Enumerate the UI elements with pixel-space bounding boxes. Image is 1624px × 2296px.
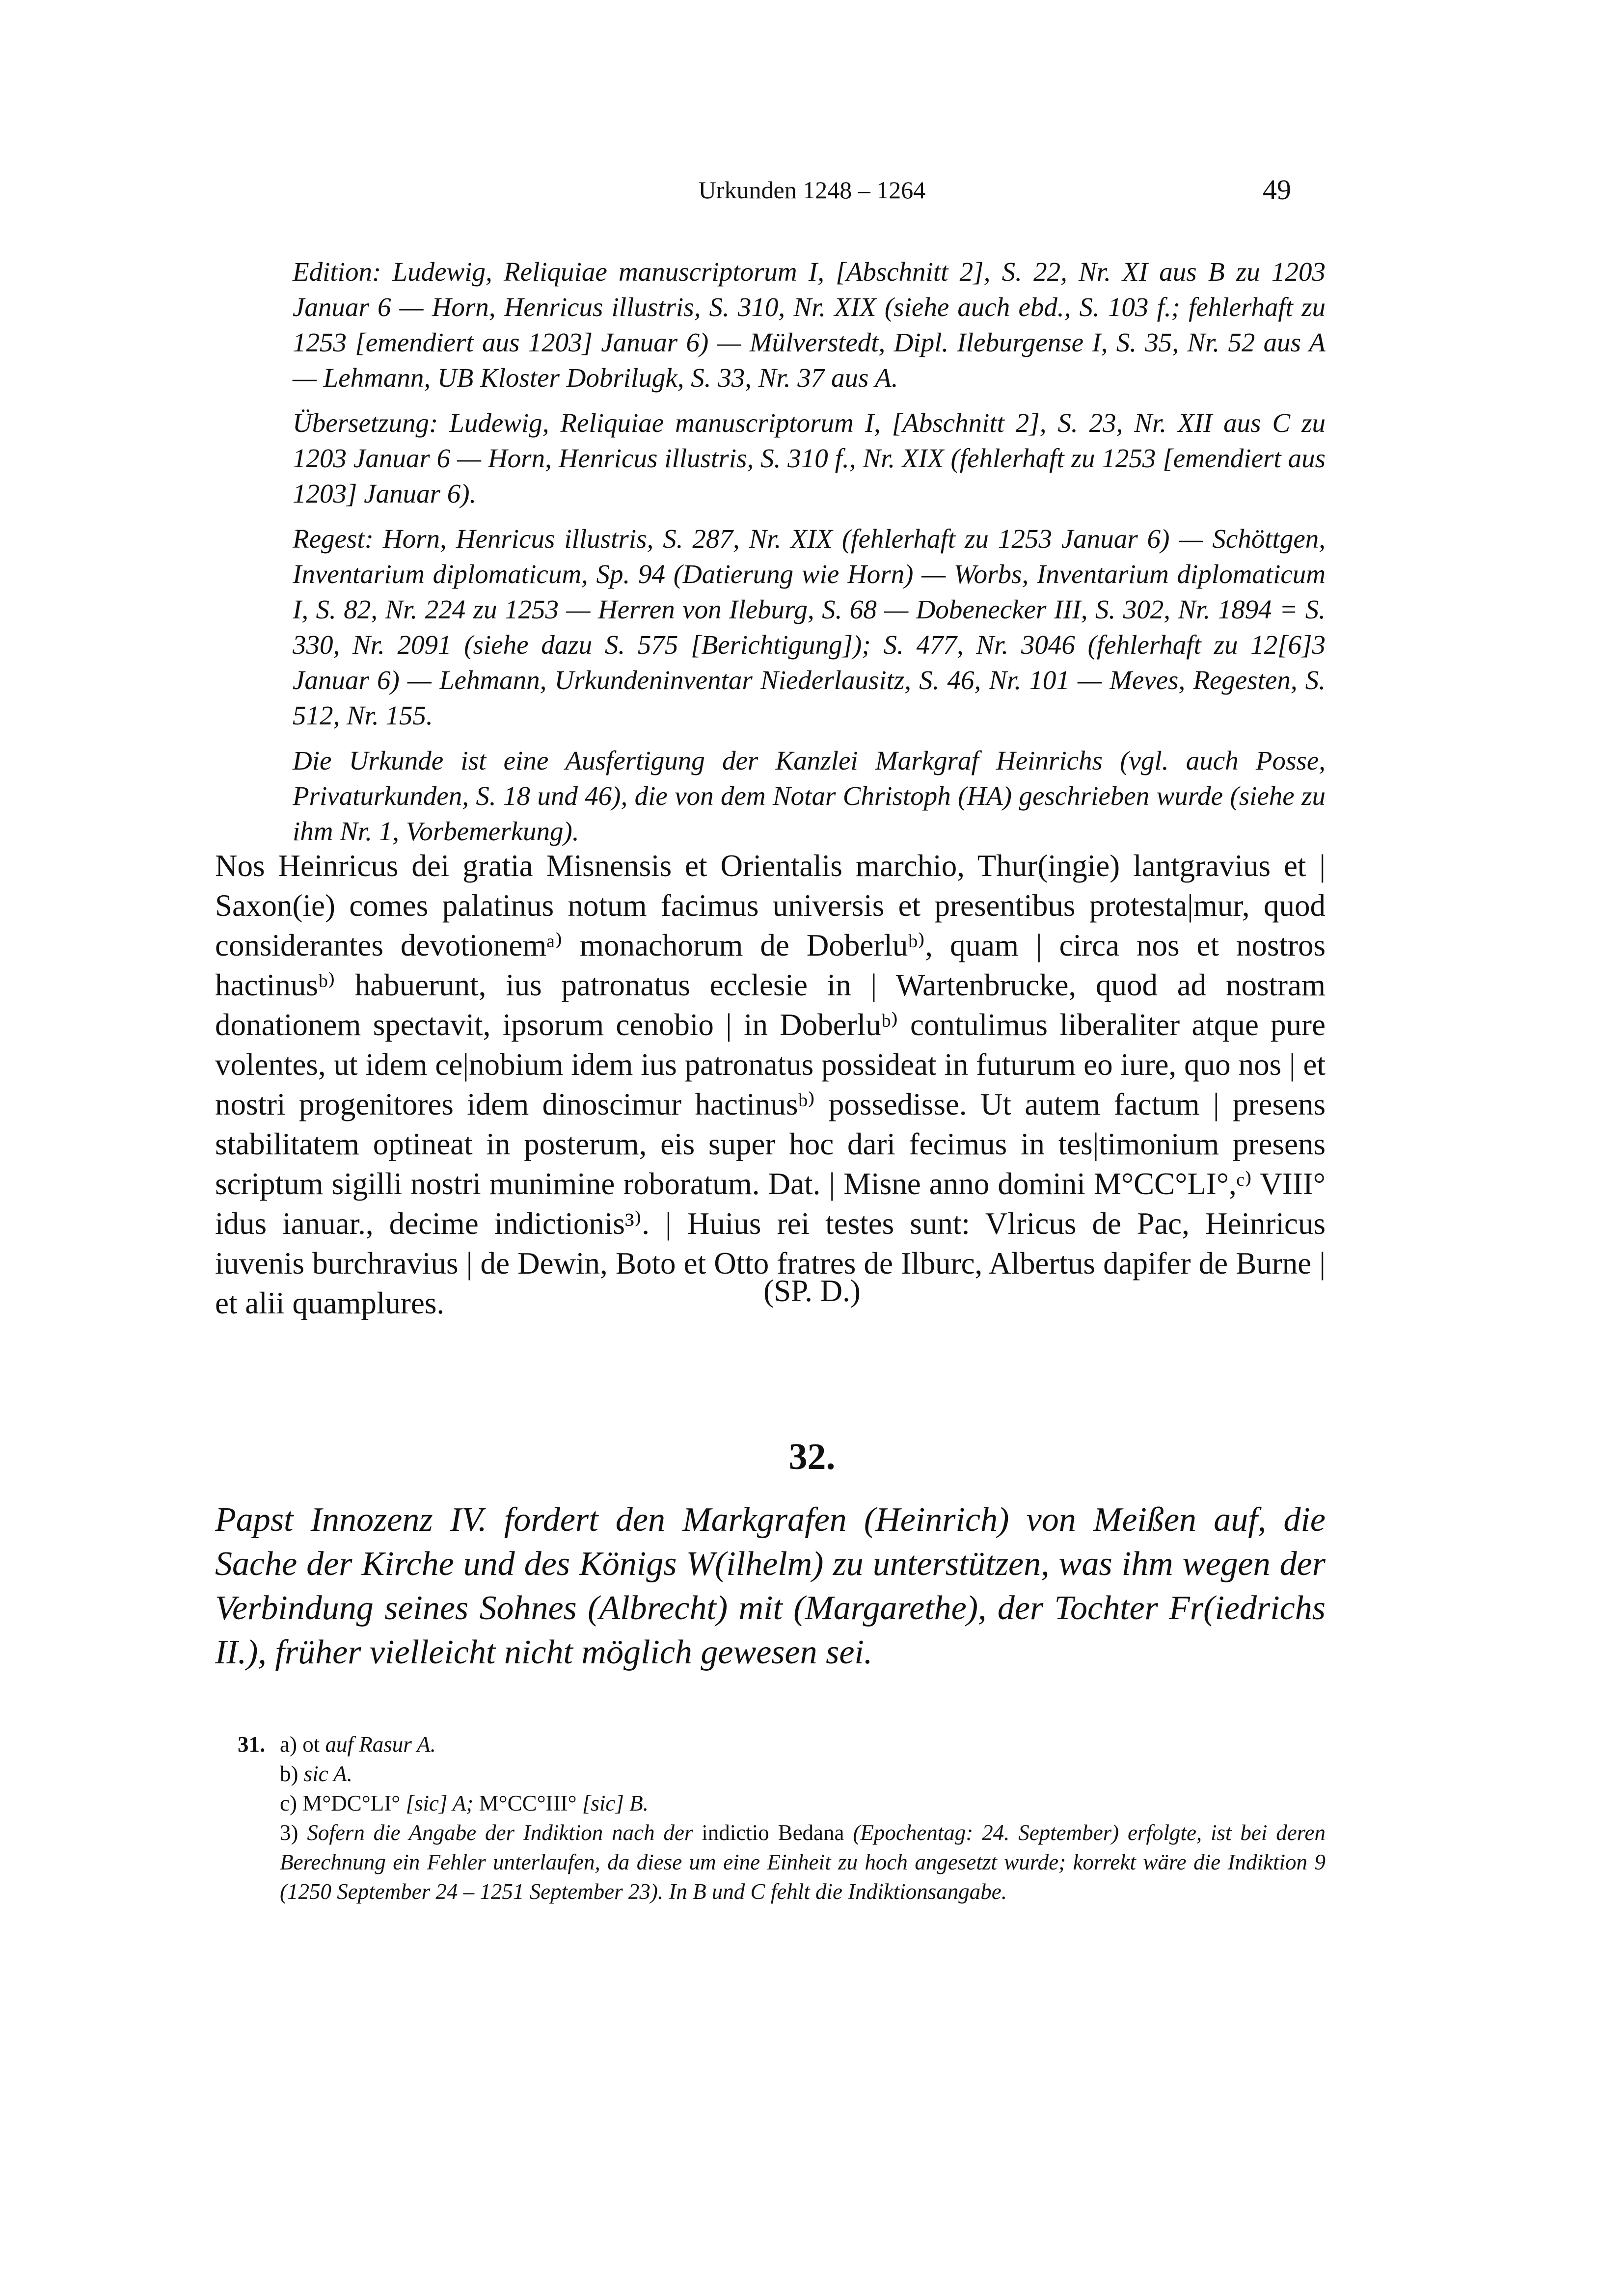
footnote-3-text-2: (Epochentag: 24. September) erfolgte, ist bei deren Berechnung ein Fehler unterlaufen, da diese um eine Einheit zu hoch angesetzt wurde; korrekt wäre die Indiktion 9 (1250 September 24 – 1251 September 23). In B und C fehlt die Indiktionsangabe.	[280, 1820, 1326, 1904]
running-head-title: Urkunden 1248 – 1264	[698, 176, 926, 204]
remark-note: Die Urkunde ist eine Ausfertigung der Kanzlei Markgraf Heinrichs (vgl. auch Posse, Privaturkunden, S. 18 und 46), die von dem Notar Christoph (HA) geschrieben wurde (siehe zu ihm Nr. 1, Vorbemerkung).	[293, 746, 1326, 846]
footnote-c-sic-b: [sic] B.	[582, 1791, 649, 1815]
footnote-list	[280, 1730, 1326, 1906]
regest-note: Regest: Horn, Henricus illustris, S. 287, Nr. XIX (fehlerhaft zu 1253 Januar 6) — Schöttgen, Inventarium diplomaticum, Sp. 94 (Datierung wie Horn) — Worbs, Inventarium diplomaticum I, S. 82, Nr. 224 zu 1253 — Herren von Ileburg, S. 68 — Dobenecker III, S. 302, Nr. 1894 = S. 330, Nr. 2091 (siehe dazu S. 575 [Berichtigung]); S. 477, Nr. 3046 (fehlerhaft zu 12[6]3 Januar 6) — Lehmann, Urkundeninventar Niederlausitz, S. 46, Nr. 101 — Meves, Regesten, S. 512, Nr. 155.	[293, 524, 1326, 730]
footnote-b-text: sic A.	[303, 1762, 352, 1786]
footnote-3-term: indictio Bedana	[693, 1820, 853, 1845]
preliminary-notes	[293, 254, 1326, 859]
footnote-b-label: b)	[280, 1762, 304, 1786]
footnote-a	[280, 1730, 1326, 1759]
seal-note: (SP. D.)	[763, 1274, 861, 1308]
footnote-b	[280, 1759, 1326, 1789]
running-head	[0, 173, 1624, 207]
footnotes	[238, 1730, 1326, 1906]
footnote-c-variant: M°CC°III°	[473, 1791, 582, 1815]
charter-paragraph: Nos Heinricus dei gratia Misnensis et Orientalis marchio, Thur(ingie) lantgravius et | Saxon(ie) comes palatinus notum facimus universis et presentibus protesta|mur, quod considerantes devotionemᵃ⁾ monachorum de Doberluᵇ⁾, quam | circa nos et nostros hactinusᵇ⁾ habuerunt, ius patronatus ecclesie in | Wartenbrucke, quod ad nostram donationem spectavit, ipsorum cenobio | in Doberluᵇ⁾ contulimus liberaliter atque pure volentes, ut idem ce|nobium idem ius patronatus possideat in futurum eo iure, quo nos | et nostri progenitores idem dinoscimur hactinusᵇ⁾ possedisse. Ut autem factum | presens stabilitatem optineat in posterum, eis super hoc dari fecimus in tes|timonium presens scriptum sigilli nostri munimine roboratum. Dat. | Misne anno domini M°CC°LI°,ᶜ⁾ VIII° idus ianuar., decime indictionis³⁾. | Huius rei testes sunt: Vlricus de Pac, Heinricus iuvenis burchravius | de Dewin, Boto et Otto fratres de Ilburc, Albertus dapifer de Burne | et alii quamplures.	[215, 849, 1326, 1320]
footnote-c-sic-a: [sic] A;	[406, 1791, 474, 1815]
document-regest	[215, 1498, 1326, 1675]
edition-note: Edition: Ludewig, Reliquiae manuscriptorum I, [Abschnitt 2], S. 22, Nr. XI aus B zu 1203 Januar 6 — Horn, Henricus illustris, S. 310, Nr. XIX (siehe auch ebd., S. 103 f.; fehlerhaft zu 1253 [emendiert aus 1203] Januar 6) — Mülverstedt, Dipl. Ileburgense I, S. 35, Nr. 52 aus A — Lehmann, UB Kloster Dobrilugk, S. 33, Nr. 37 aus A.	[293, 257, 1326, 393]
footnote-c	[280, 1789, 1326, 1818]
page-number: 49	[1263, 174, 1291, 206]
footnote-a-text: auf Rasur A.	[325, 1732, 436, 1757]
footnote-a-label: a) ot	[280, 1732, 325, 1757]
footnote-c-label: c) M°DC°LI°	[280, 1791, 406, 1815]
footnote-3	[280, 1818, 1326, 1906]
translation-note: Übersetzung: Ludewig, Reliquiae manuscriptorum I, [Abschnitt 2], S. 23, Nr. XII aus C zu 1203 Januar 6 — Horn, Henricus illustris, S. 310 f., Nr. XIX (fehlerhaft zu 1253 [emendiert aus 1203] Januar 6).	[293, 408, 1326, 508]
charter-text	[215, 846, 1326, 1323]
footnote-doc-number: 31.	[238, 1732, 266, 1757]
regest-text: Papst Innozenz IV. fordert den Markgrafen (Heinrich) von Meißen auf, die Sache der Kirche und des Königs W(ilhelm) zu unterstützen, was ihm wegen der Verbindung seines Sohnes (Albrecht) mit (Margarethe), der Tochter Fr(iedrichs II.), früher vielleicht nicht möglich gewesen sei.	[215, 1501, 1326, 1671]
footnote-3-text-1: Sofern die Angabe der Indiktion nach der	[307, 1820, 693, 1845]
document-number: 32.	[788, 1436, 836, 1477]
footnote-3-label: 3)	[280, 1820, 307, 1845]
